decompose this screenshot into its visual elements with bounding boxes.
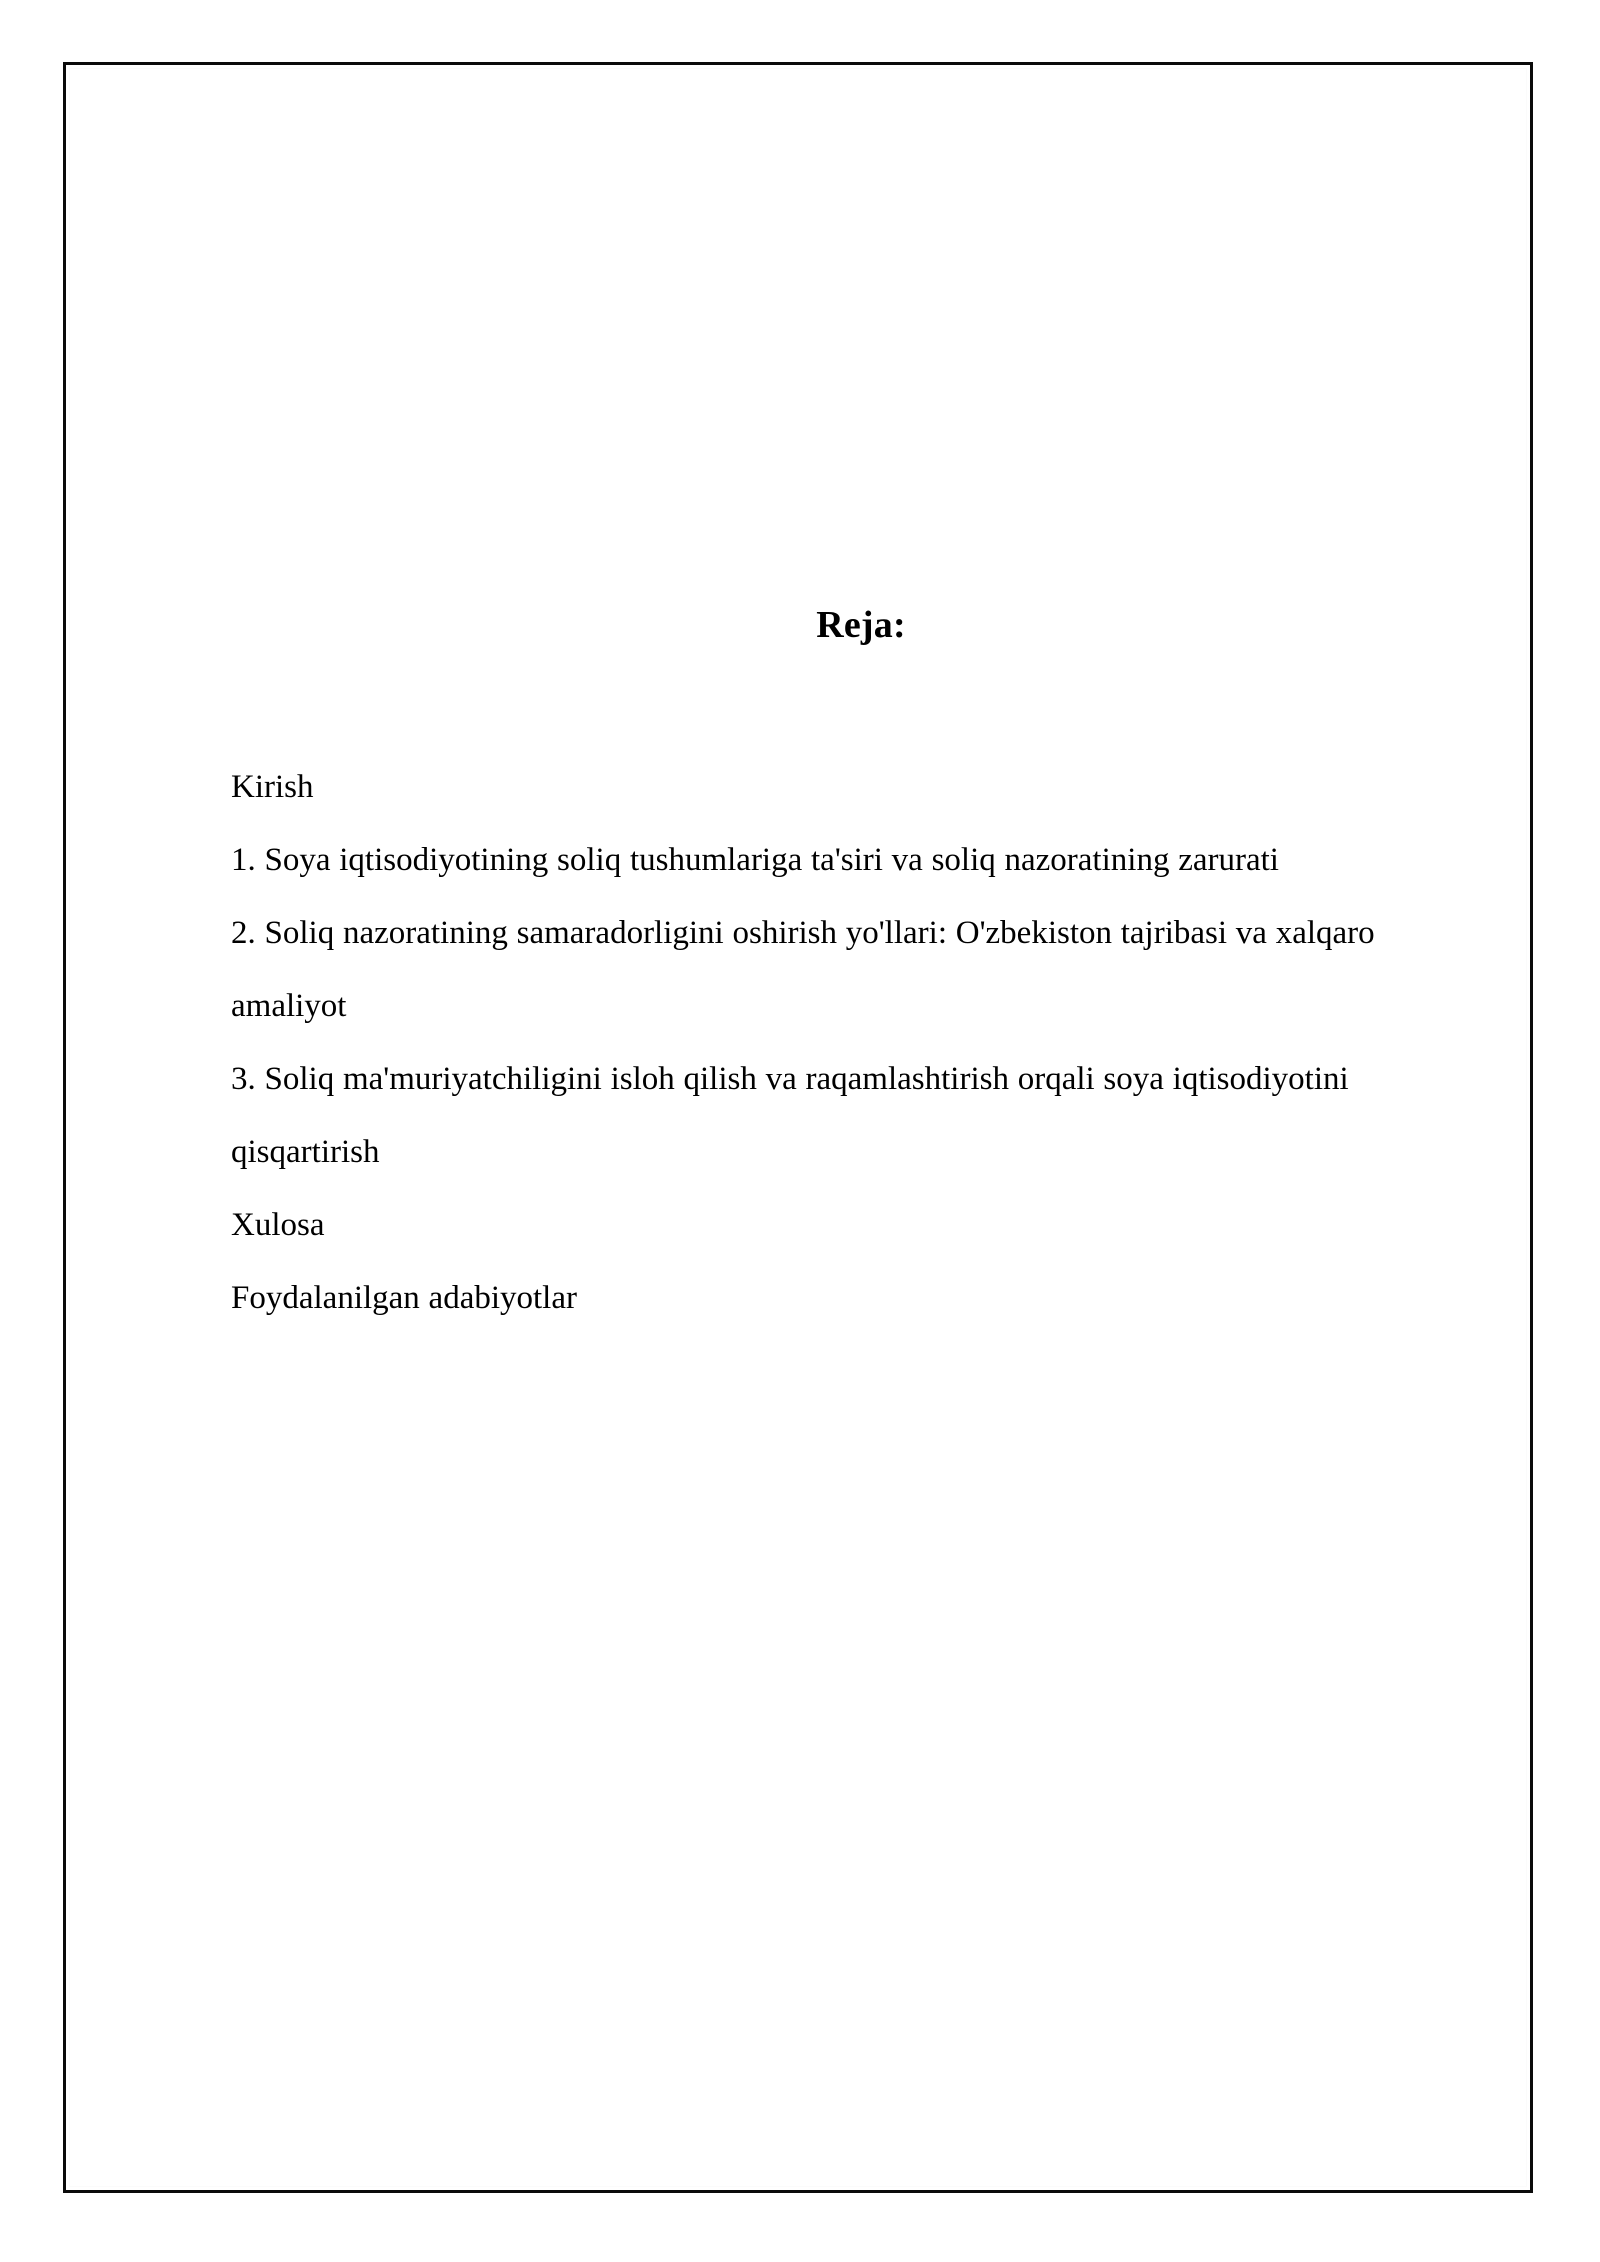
toc-entry-references: Foydalanilgan adabiyotlar xyxy=(231,1280,577,1316)
toc-entry-chapter-2: 2. Soliq nazoratining samaradorligini oshirish yo'llari: O'zbekiston tajribasi va xalqaro amaliyot xyxy=(231,915,1375,1024)
page-content-area xyxy=(231,65,1491,2190)
toc-entry-xulosa: Xulosa xyxy=(231,1207,325,1243)
table-of-contents xyxy=(231,751,1461,1335)
toc-entry-chapter-3: 3. Soliq ma'muriyatchiligini isloh qilish va raqamlashtirish orqali soya iqtisodiyotini qisqartirish xyxy=(231,1061,1349,1170)
page-title: Reja: xyxy=(816,604,906,646)
page-border-frame xyxy=(63,62,1533,2193)
toc-entry-chapter-1: 1. Soya iqtisodiyotining soliq tushumlariga ta'siri va soliq nazoratining zarurati xyxy=(231,842,1279,878)
toc-entry-kirish: Kirish xyxy=(231,769,314,805)
